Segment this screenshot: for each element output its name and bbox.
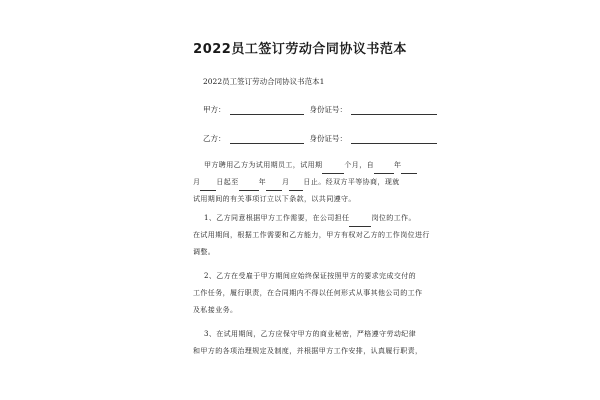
clause-1-line-2: 在试用期间，根据工作需要和乙方能力，甲方有权对乙方的工作岗位进行 <box>193 231 430 239</box>
intro-paragraph <box>193 157 415 208</box>
document-title: 2022员工签订劳动合同协议书范本 <box>193 42 407 57</box>
clause-2-line-1: 2、乙方在受雇于甲方期间应始终保证按照甲方的要求完成交付的 <box>204 272 417 280</box>
party-a-label: 甲方： <box>203 105 226 114</box>
months-blank <box>322 164 344 174</box>
party-b-label: 乙方： <box>203 134 226 143</box>
intro-line-3: 试用期间的有关事项订立以下条款，以共同遵守。 <box>193 195 356 203</box>
clause-3-line-2: 和甲方的各项治理规定及制度，并根据甲方工作安排，认真履行职责， <box>193 347 423 355</box>
clause-2-line-3: 及私接业务。 <box>193 306 238 314</box>
party-b-name-blank <box>230 134 304 144</box>
intro-line-1: 甲方聘用乙方为试用期员工，试用期 个月，自 年 <box>193 157 415 174</box>
party-a-row <box>203 104 437 115</box>
intro-line-2: 月 日起至 年 月 日止。经双方平等协商，现就 <box>193 174 415 191</box>
start-day-blank <box>200 181 216 191</box>
clause-2-line-2: 工作任务，履行职责，在合同期内不得以任何形式从事其他公司的工作 <box>193 289 423 297</box>
party-a-id-label: 身份证号： <box>309 105 347 114</box>
party-a-name-blank <box>230 105 304 115</box>
clause-3 <box>193 326 423 360</box>
party-b-id-label: 身份证号： <box>309 134 347 143</box>
clause-3-line-1: 3、在试用期间，乙方应保守甲方的商业秘密，严格遵守劳动纪律 <box>204 330 417 338</box>
start-month-blank-a <box>401 164 417 174</box>
clause-1 <box>193 210 430 261</box>
end-year-blank <box>239 181 259 191</box>
end-day-blank <box>289 181 303 191</box>
end-month-blank <box>266 181 282 191</box>
position-blank <box>349 217 371 227</box>
party-a-id-blank <box>351 105 437 115</box>
clause-2 <box>193 268 423 319</box>
clause-1-line-3: 调整。 <box>193 248 216 256</box>
clause-1-line-1: 1、乙方同意根据甲方工作需要，在公司担任 岗位的工作。 <box>193 210 415 227</box>
start-year-blank <box>374 164 394 174</box>
document-subtitle: 2022员工签订劳动合同协议书范本1 <box>203 77 325 86</box>
party-b-row <box>203 133 437 144</box>
party-b-id-blank <box>351 134 437 144</box>
